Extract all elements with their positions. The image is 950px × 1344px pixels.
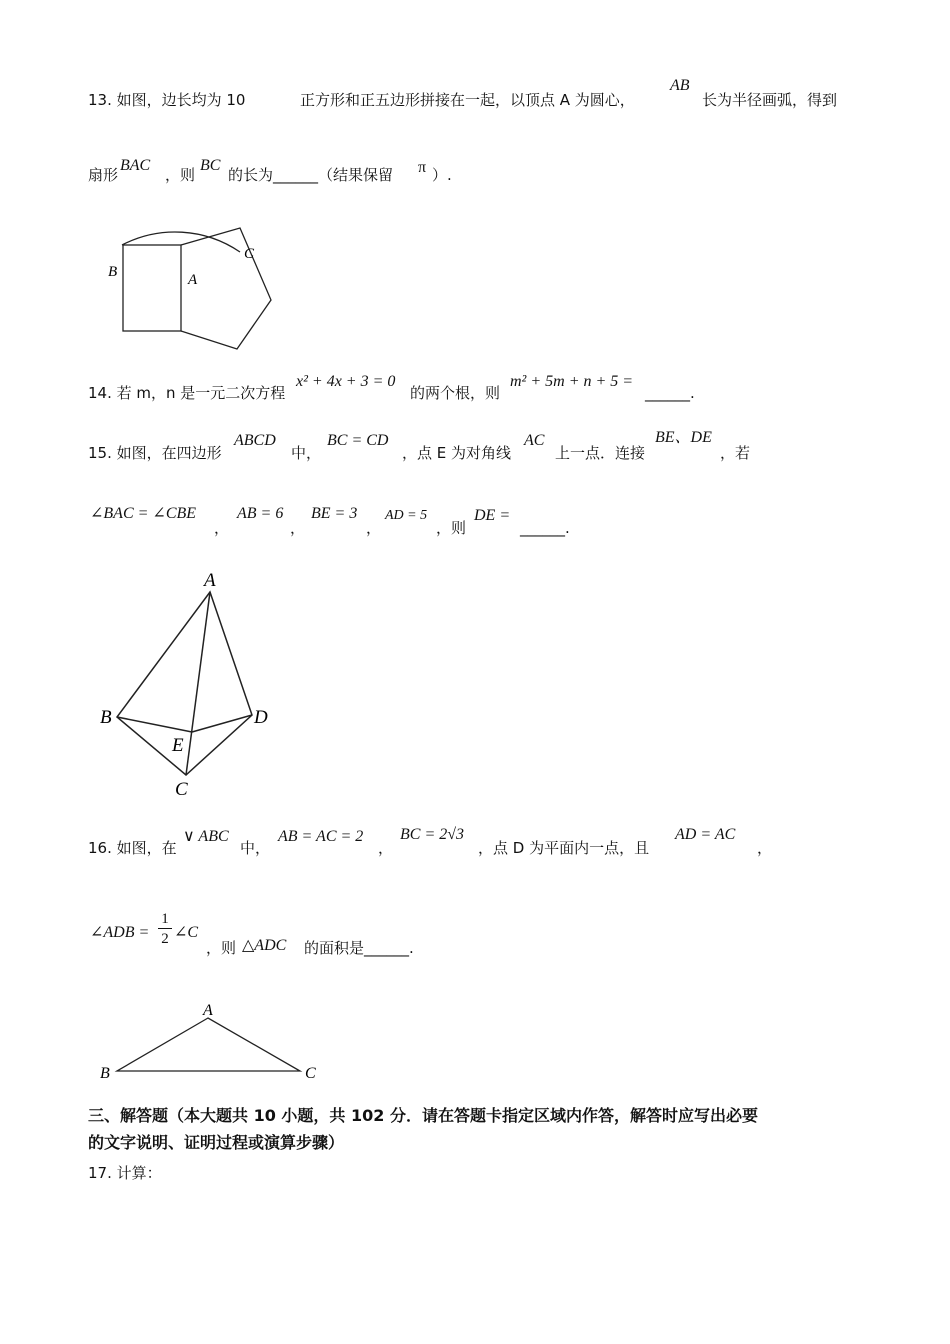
q16-label-a: A bbox=[203, 1002, 213, 1019]
q15-figure bbox=[95, 565, 285, 805]
q16-figure bbox=[95, 995, 335, 1085]
q16-text-b: 中， bbox=[240, 839, 271, 857]
q15-cond-1: ∠BAC = ∠CBE bbox=[90, 505, 197, 522]
q13-figure bbox=[100, 205, 290, 355]
q16-frac-num: 1 bbox=[158, 910, 172, 929]
q13-square bbox=[123, 245, 181, 331]
q16-math-adac: AD = AC bbox=[675, 826, 736, 843]
q15-blank: ______. bbox=[520, 519, 570, 537]
q13-pi: π bbox=[418, 159, 427, 176]
q15-label-b: B bbox=[100, 707, 112, 728]
q15-math-bccd: BC = CD bbox=[327, 432, 389, 449]
q13-math-bac: BAC bbox=[120, 157, 151, 174]
q15-cond-2: AB = 6 bbox=[237, 505, 284, 522]
q15-sep-2: ， bbox=[290, 519, 306, 537]
q16-label-c: C bbox=[305, 1065, 316, 1082]
q16-text-c: ，点 D 为平面内一点，且 bbox=[478, 839, 650, 857]
section3-heading-line1: 三、解答题（本大题共 10 小题，共 102 分．请在答题卡指定区域内作答，解答时应写出必要 bbox=[88, 1106, 758, 1125]
q15-text-f: ，则 bbox=[436, 519, 467, 537]
q15-label-a: A bbox=[204, 570, 216, 591]
q15-text-b: 中， bbox=[291, 444, 322, 462]
q15-quadrilateral bbox=[117, 592, 252, 775]
q16-sep-2: ， bbox=[757, 839, 773, 857]
q15-segment-be bbox=[117, 717, 192, 732]
q15-cond-4: AD = 5 bbox=[385, 508, 428, 523]
q13-label-c: C bbox=[244, 246, 255, 262]
q15-cond-3: BE = 3 bbox=[311, 505, 358, 522]
q13-math-bc: BC bbox=[200, 157, 221, 174]
q15-label-d: D bbox=[254, 707, 268, 728]
q17-text: 17. 计算： bbox=[88, 1164, 162, 1182]
q15-math-de: DE = bbox=[474, 507, 511, 524]
q15-text-d: 上一点．连接 bbox=[555, 444, 646, 462]
q15-text-c: ，点 E 为对角线 bbox=[402, 444, 512, 462]
q15-math-abcd: ABCD bbox=[234, 432, 276, 449]
q13-text-g: ）. bbox=[432, 166, 452, 184]
q14-text-a: 14. 若 m，n 是一元二次方程 bbox=[88, 384, 286, 402]
q15-text-e: ，若 bbox=[720, 444, 751, 462]
q16-cond-2: BC = 2√3 bbox=[400, 826, 465, 843]
q16-angle-c: ∠C bbox=[174, 924, 199, 941]
q15-text-a: 15. 如图，在四边形 bbox=[88, 444, 222, 462]
q14-text-b: 的两个根，则 bbox=[410, 384, 501, 402]
q16-angle-adb: ∠ADB = bbox=[90, 924, 150, 941]
q13-text-e: ，则 bbox=[165, 166, 196, 184]
q13-math-ab: AB bbox=[670, 77, 690, 94]
q16-math-abc: ∨ ABC bbox=[183, 828, 229, 845]
q16-frac-den: 2 bbox=[161, 931, 169, 947]
q16-math-tri: △ADC bbox=[242, 937, 287, 954]
q16-text-a: 16. 如图，在 bbox=[88, 839, 177, 857]
q15-sep-3: ， bbox=[366, 519, 382, 537]
q13-label-b: B bbox=[108, 264, 118, 280]
q16-text-e: 的面积是______. bbox=[304, 939, 414, 957]
q15-label-e: E bbox=[172, 735, 184, 756]
q16-triangle bbox=[117, 1018, 300, 1071]
q13-label-a: A bbox=[188, 272, 198, 288]
q14-eq1: x² + 4x + 3 = 0 bbox=[296, 373, 396, 390]
q14-eq2: m² + 5m + n + 5 = bbox=[510, 373, 634, 390]
q13-text-a: 13. 如图，边长均为 10 bbox=[88, 91, 246, 109]
q16-cond-1: AB = AC = 2 bbox=[278, 828, 364, 845]
section3-heading-line2: 的文字说明、证明过程或演算步骤） bbox=[88, 1133, 345, 1152]
q13-text-b: 正方形和正五边形拼接在一起，以顶点 A 为圆心， bbox=[300, 91, 635, 109]
q13-text-c: 长为半径画弧，得到 bbox=[702, 91, 838, 109]
q16-text-d: ，则 bbox=[206, 939, 237, 957]
q13-text-d: 扇形 bbox=[88, 166, 119, 184]
q14-blank: ______. bbox=[645, 384, 695, 402]
q15-math-bede: BE、DE bbox=[655, 429, 712, 446]
q15-label-c: C bbox=[175, 779, 188, 800]
q16-sep-1: ， bbox=[378, 839, 394, 857]
q13-pentagon bbox=[181, 228, 271, 349]
q13-text-f: 的长为______（结果保留 bbox=[228, 166, 394, 184]
q15-math-ac: AC bbox=[524, 432, 545, 449]
q15-sep-1: ， bbox=[214, 519, 230, 537]
q16-label-b: B bbox=[100, 1065, 110, 1082]
